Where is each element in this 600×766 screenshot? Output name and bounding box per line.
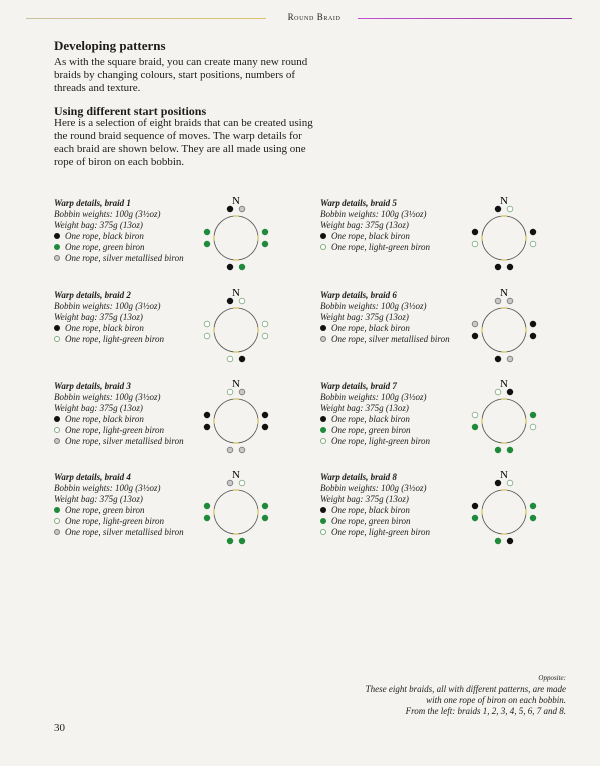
bobbin-black xyxy=(204,424,210,430)
black-bullet-icon xyxy=(320,325,326,331)
warp-title: Warp details, braid 7 xyxy=(320,381,397,391)
warp-title: Warp details, braid 6 xyxy=(320,290,397,300)
green-bullet-icon xyxy=(320,427,326,433)
bobbin-weights: Bobbin weights: 100g (3½oz) xyxy=(320,209,427,219)
bobbin-green xyxy=(530,515,536,521)
bobbin-diagram-braid-3 xyxy=(201,377,271,455)
warp-title: Warp details, braid 3 xyxy=(54,381,131,391)
green-bullet-icon xyxy=(54,507,60,513)
braid-disc xyxy=(214,399,258,443)
bobbin-black xyxy=(495,356,501,362)
bobbin-black xyxy=(262,412,268,418)
north-label: N xyxy=(500,195,508,207)
warp-title: Warp details, braid 8 xyxy=(320,472,397,482)
rope-label: One rope, light-green biron xyxy=(331,242,430,252)
bobbin-light xyxy=(262,321,268,327)
rope-label: One rope, green biron xyxy=(65,242,145,252)
bobbin-green xyxy=(472,515,478,521)
bobbin-green xyxy=(472,424,478,430)
bobbin-weights: Bobbin weights: 100g (3½oz) xyxy=(54,209,161,219)
header-rule-right xyxy=(358,18,572,19)
north-label: N xyxy=(232,287,240,299)
header-rule-left xyxy=(26,18,266,19)
bobbin-black xyxy=(227,206,233,212)
bobbin-silver xyxy=(507,298,513,304)
bobbin-weights: Bobbin weights: 100g (3½oz) xyxy=(54,301,161,311)
bobbin-light xyxy=(530,424,536,430)
bobbin-black xyxy=(495,206,501,212)
bobbin-black xyxy=(472,229,478,235)
silver-bullet-icon xyxy=(54,438,60,444)
bobbin-black xyxy=(239,356,245,362)
bobbin-diagram-braid-7 xyxy=(469,377,539,455)
bobbin-green xyxy=(262,229,268,235)
bobbin-light xyxy=(227,389,233,395)
bobbin-black xyxy=(495,480,501,486)
bobbin-silver xyxy=(227,480,233,486)
bobbin-weights: Bobbin weights: 100g (3½oz) xyxy=(54,392,161,402)
caption-head: Opposite: xyxy=(538,674,566,682)
bobbin-black xyxy=(204,412,210,418)
light-bullet-icon xyxy=(54,518,60,524)
bobbin-black xyxy=(472,503,478,509)
bobbin-green xyxy=(239,538,245,544)
bobbin-green xyxy=(204,241,210,247)
intro-paragraph: As with the square braid, you can create many new round braids by changing colours, start positions, numbers of threads and texture. xyxy=(54,56,308,94)
bobbin-light xyxy=(227,356,233,362)
bobbin-weights: Bobbin weights: 100g (3½oz) xyxy=(320,301,427,311)
bobbin-weights: Bobbin weights: 100g (3½oz) xyxy=(54,483,161,493)
rope-label: One rope, light-green biron xyxy=(331,436,430,446)
subsection-title: Using different start positions xyxy=(54,104,207,118)
black-bullet-icon xyxy=(54,233,60,239)
weight-bag: Weight bag: 375g (13oz) xyxy=(320,403,409,413)
bobbin-black xyxy=(507,264,513,270)
caption-line: From the left: braids 1, 2, 3, 4, 5, 6, 7 and 8. xyxy=(405,706,566,716)
weight-bag: Weight bag: 375g (13oz) xyxy=(320,312,409,322)
rope-label: One rope, black biron xyxy=(65,414,144,424)
warp-title: Warp details, braid 2 xyxy=(54,290,131,300)
bobbin-light xyxy=(530,241,536,247)
bobbin-silver xyxy=(239,447,245,453)
rope-label: One rope, light-green biron xyxy=(65,425,164,435)
running-head: Round Braid xyxy=(287,12,341,22)
weight-bag: Weight bag: 375g (13oz) xyxy=(54,312,143,322)
black-bullet-icon xyxy=(320,233,326,239)
silver-bullet-icon xyxy=(320,336,326,342)
rope-label: One rope, light-green biron xyxy=(331,527,430,537)
north-label: N xyxy=(232,195,240,207)
bobbin-silver xyxy=(495,298,501,304)
braid-disc xyxy=(482,490,526,534)
bobbin-diagram-braid-1 xyxy=(201,194,271,272)
bobbin-weights: Bobbin weights: 100g (3½oz) xyxy=(320,483,427,493)
bobbin-green xyxy=(262,515,268,521)
page-number: 30 xyxy=(54,722,65,734)
bobbin-black xyxy=(227,298,233,304)
light-bullet-icon xyxy=(320,244,326,250)
bobbin-silver xyxy=(227,447,233,453)
bobbin-black xyxy=(530,321,536,327)
braid-disc xyxy=(214,490,258,534)
bobbin-black xyxy=(227,264,233,270)
weight-bag: Weight bag: 375g (13oz) xyxy=(54,220,143,230)
green-bullet-icon xyxy=(54,244,60,250)
braid-disc xyxy=(482,399,526,443)
caption-line: These eight braids, all with different patterns, are made xyxy=(365,684,566,694)
bobbin-green xyxy=(530,412,536,418)
bobbin-diagram-braid-6 xyxy=(469,286,539,364)
bobbin-light xyxy=(507,480,513,486)
rope-label: One rope, light-green biron xyxy=(65,516,164,526)
north-label: N xyxy=(500,287,508,299)
braid-disc xyxy=(482,308,526,352)
warp-title: Warp details, braid 5 xyxy=(320,198,397,208)
light-bullet-icon xyxy=(54,336,60,342)
north-label: N xyxy=(500,469,508,481)
green-bullet-icon xyxy=(320,518,326,524)
bobbin-diagram-braid-2 xyxy=(201,286,271,364)
bobbin-diagram-braid-4 xyxy=(201,468,271,546)
rope-label: One rope, green biron xyxy=(331,425,411,435)
north-label: N xyxy=(232,378,240,390)
weight-bag: Weight bag: 375g (13oz) xyxy=(320,220,409,230)
bobbin-green xyxy=(204,515,210,521)
section-title: Developing patterns xyxy=(54,38,166,53)
bobbin-silver xyxy=(472,321,478,327)
bobbin-weights: Bobbin weights: 100g (3½oz) xyxy=(320,392,427,402)
bobbin-light xyxy=(495,389,501,395)
bobbin-green xyxy=(530,503,536,509)
bobbin-light xyxy=(239,480,245,486)
bobbin-black xyxy=(472,333,478,339)
bobbin-light xyxy=(507,206,513,212)
bobbin-green xyxy=(262,503,268,509)
bobbin-light xyxy=(262,333,268,339)
warp-title: Warp details, braid 4 xyxy=(54,472,131,482)
weight-bag: Weight bag: 375g (13oz) xyxy=(54,494,143,504)
bobbin-green xyxy=(204,229,210,235)
black-bullet-icon xyxy=(54,325,60,331)
bobbin-light xyxy=(204,333,210,339)
bobbin-black xyxy=(495,264,501,270)
caption xyxy=(306,672,566,717)
rope-label: One rope, silver metallised biron xyxy=(331,334,450,344)
bobbin-diagram-braid-8 xyxy=(469,468,539,546)
rope-label: One rope, light-green biron xyxy=(65,334,164,344)
bobbin-black xyxy=(262,424,268,430)
black-bullet-icon xyxy=(54,416,60,422)
silver-bullet-icon xyxy=(54,255,60,261)
weight-bag: Weight bag: 375g (13oz) xyxy=(320,494,409,504)
bobbin-green xyxy=(204,503,210,509)
rope-label: One rope, black biron xyxy=(331,231,410,241)
north-label: N xyxy=(232,469,240,481)
rope-label: One rope, silver metallised biron xyxy=(65,436,184,446)
bobbin-black xyxy=(530,333,536,339)
braid-disc xyxy=(214,216,258,260)
rope-label: One rope, black biron xyxy=(65,231,144,241)
rope-label: One rope, green biron xyxy=(65,505,145,515)
light-bullet-icon xyxy=(320,529,326,535)
weight-bag: Weight bag: 375g (13oz) xyxy=(54,403,143,413)
north-label: N xyxy=(500,378,508,390)
bobbin-silver xyxy=(239,206,245,212)
light-bullet-icon xyxy=(320,438,326,444)
bobbin-light xyxy=(204,321,210,327)
rope-label: One rope, black biron xyxy=(331,505,410,515)
subsection-paragraph: Here is a selection of eight braids that can be created using the round braid sequence of moves. The warp details for each braid are shown below. They are all made using one rope of biron on each bobbin. xyxy=(54,117,313,168)
bobbin-green xyxy=(262,241,268,247)
caption-line: with one rope of biron on each bobbin. xyxy=(426,695,566,705)
bobbin-light xyxy=(239,298,245,304)
bobbin-silver xyxy=(507,356,513,362)
rope-label: One rope, black biron xyxy=(65,323,144,333)
bobbin-light xyxy=(472,241,478,247)
braid-disc xyxy=(482,216,526,260)
rope-label: One rope, silver metallised biron xyxy=(65,253,184,263)
braid-disc xyxy=(214,308,258,352)
warp-title: Warp details, braid 1 xyxy=(54,198,131,208)
silver-bullet-icon xyxy=(54,529,60,535)
black-bullet-icon xyxy=(320,416,326,422)
bobbin-black xyxy=(507,538,513,544)
bobbin-light xyxy=(472,412,478,418)
bobbin-green xyxy=(495,538,501,544)
bobbin-green xyxy=(227,538,233,544)
bobbin-green xyxy=(495,447,501,453)
rope-label: One rope, black biron xyxy=(331,414,410,424)
light-bullet-icon xyxy=(54,427,60,433)
bobbin-black xyxy=(507,389,513,395)
bobbin-black xyxy=(530,229,536,235)
bobbin-green xyxy=(239,264,245,270)
bobbin-silver xyxy=(239,389,245,395)
rope-label: One rope, silver metallised biron xyxy=(65,527,184,537)
bobbin-diagram-braid-5 xyxy=(469,194,539,272)
rope-label: One rope, black biron xyxy=(331,323,410,333)
rope-label: One rope, green biron xyxy=(331,516,411,526)
black-bullet-icon xyxy=(320,507,326,513)
bobbin-green xyxy=(507,447,513,453)
